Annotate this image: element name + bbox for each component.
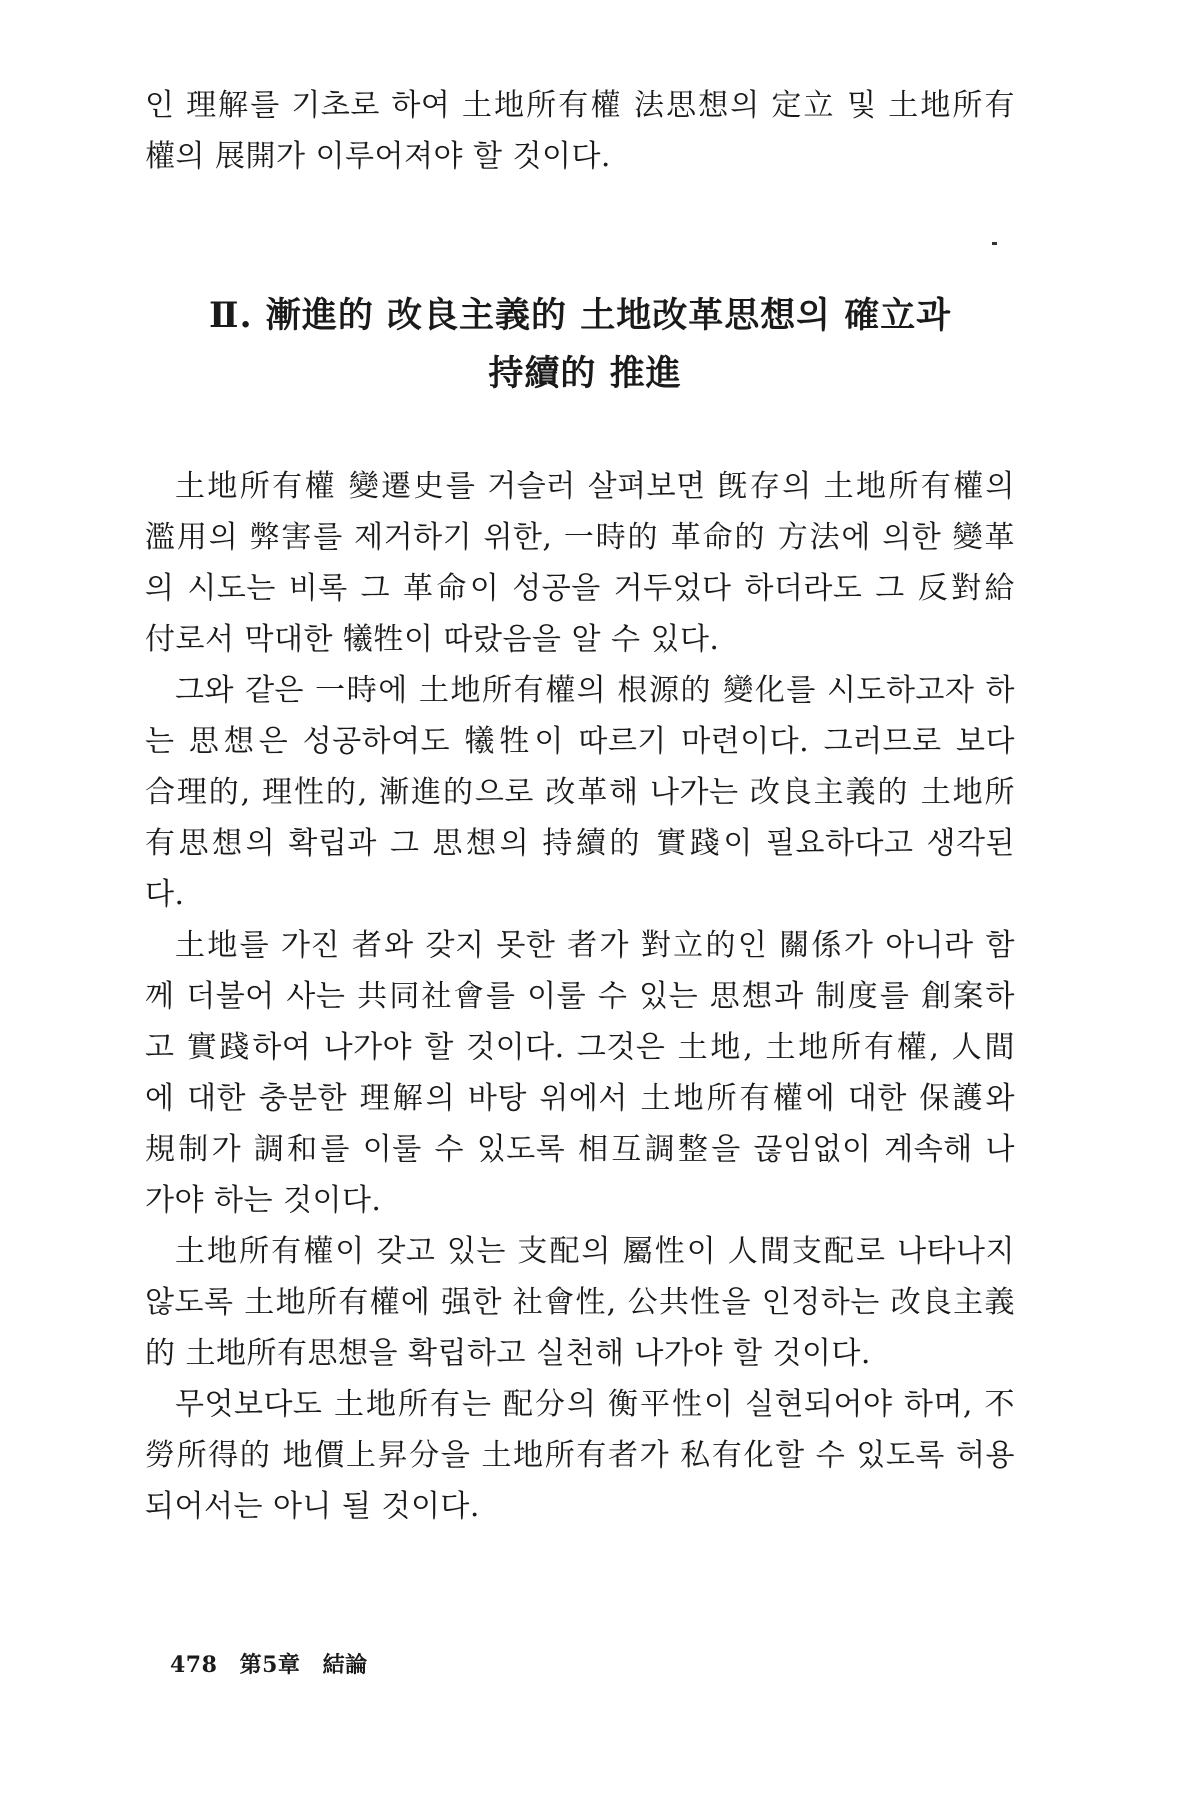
text-line: 무엇보다도 土地所有는 配分의 衡平性이 실현되어야 하며, 不 (175, 1387, 1015, 1422)
page-number: 478 (170, 1652, 218, 1678)
text-line: 에 대한 충분한 理解의 바탕 위에서 土地所有權에 대한 保護와 (145, 1081, 1015, 1116)
body-paragraph (145, 920, 1015, 1226)
text-line: 的 土地所有思想을 확립하고 실천해 나가야 할 것이다. (145, 1336, 871, 1371)
text-line: 規制가 調和를 이룰 수 있도록 相互調整을 끊임없이 계속해 나 (145, 1132, 1015, 1167)
chapter-title: 結論 (322, 1652, 368, 1678)
text-line: 有思想의 확립과 그 思想의 持續的 實踐이 필요하다고 생각된 (145, 826, 1015, 861)
text-line: 다. (145, 877, 185, 912)
body-paragraph (145, 665, 1015, 920)
intro-paragraph (145, 80, 1015, 182)
body-paragraph (145, 461, 1015, 665)
chapter-label: 第5章 (239, 1652, 301, 1678)
text-line: 濫用의 弊害를 제거하기 위한, 一時的 革命的 方法에 의한 變革 (145, 520, 1015, 555)
text-line: 土地所有權이 갖고 있는 支配의 屬性이 人間支配로 나타나지 (175, 1234, 1015, 1269)
text-line: 고 實踐하여 나가야 할 것이다. 그것은 土地, 土地所有權, 人間 (145, 1030, 1015, 1065)
text-line: 않도록 土地所有權에 强한 社會性, 公共性을 인정하는 改良主義 (145, 1285, 1015, 1320)
text-line: 의 시도는 비록 그 革命이 성공을 거두었다 하더라도 그 反對給 (145, 571, 1015, 606)
text-line: 勞所得的 地價上昇分을 土地所有者가 私有化할 수 있도록 허용 (145, 1438, 1015, 1473)
page-footer (170, 1648, 382, 1679)
text-line: 付로서 막대한 犧牲이 따랐음을 알 수 있다. (145, 622, 720, 657)
text-line: 土地를 가진 者와 갖지 못한 者가 對立的인 關係가 아니라 함 (175, 928, 1015, 963)
text-line: 合理的, 理性的, 漸進的으로 改革해 나가는 改良主義的 土地所 (145, 775, 1015, 810)
text-line: 權의 展開가 이루어져야 할 것이다. (145, 139, 611, 174)
text-line: 께 더불어 사는 共同社會를 이룰 수 있는 思想과 制度를 創案하 (145, 979, 1015, 1014)
text-line: 되어서는 아니 될 것이다. (145, 1489, 480, 1524)
section-heading (145, 287, 1015, 403)
text-line: 는 思想은 성공하여도 犧牲이 따르기 마련이다. 그러므로 보다 (145, 724, 1015, 759)
section-heading-line: 持續的 推進 (488, 353, 682, 394)
body-paragraph (145, 1379, 1015, 1532)
page-body (145, 80, 1015, 1532)
text-line: 土地所有權 變遷史를 거슬러 살펴보면 旣存의 土地所有權의 (175, 469, 1015, 504)
body-paragraph (145, 1226, 1015, 1379)
scan-mark (992, 242, 997, 245)
text-line: 그와 같은 一時에 土地所有權의 根源的 變化를 시도하고자 하 (175, 673, 1015, 708)
section-heading-line: Ⅱ. 漸進的 改良主義的 土地改革思想의 確立과 (208, 295, 952, 336)
text-line: 인 理解를 기초로 하여 土地所有權 法思想의 定立 및 土地所有 (145, 88, 1015, 123)
text-line: 가야 하는 것이다. (145, 1183, 382, 1218)
